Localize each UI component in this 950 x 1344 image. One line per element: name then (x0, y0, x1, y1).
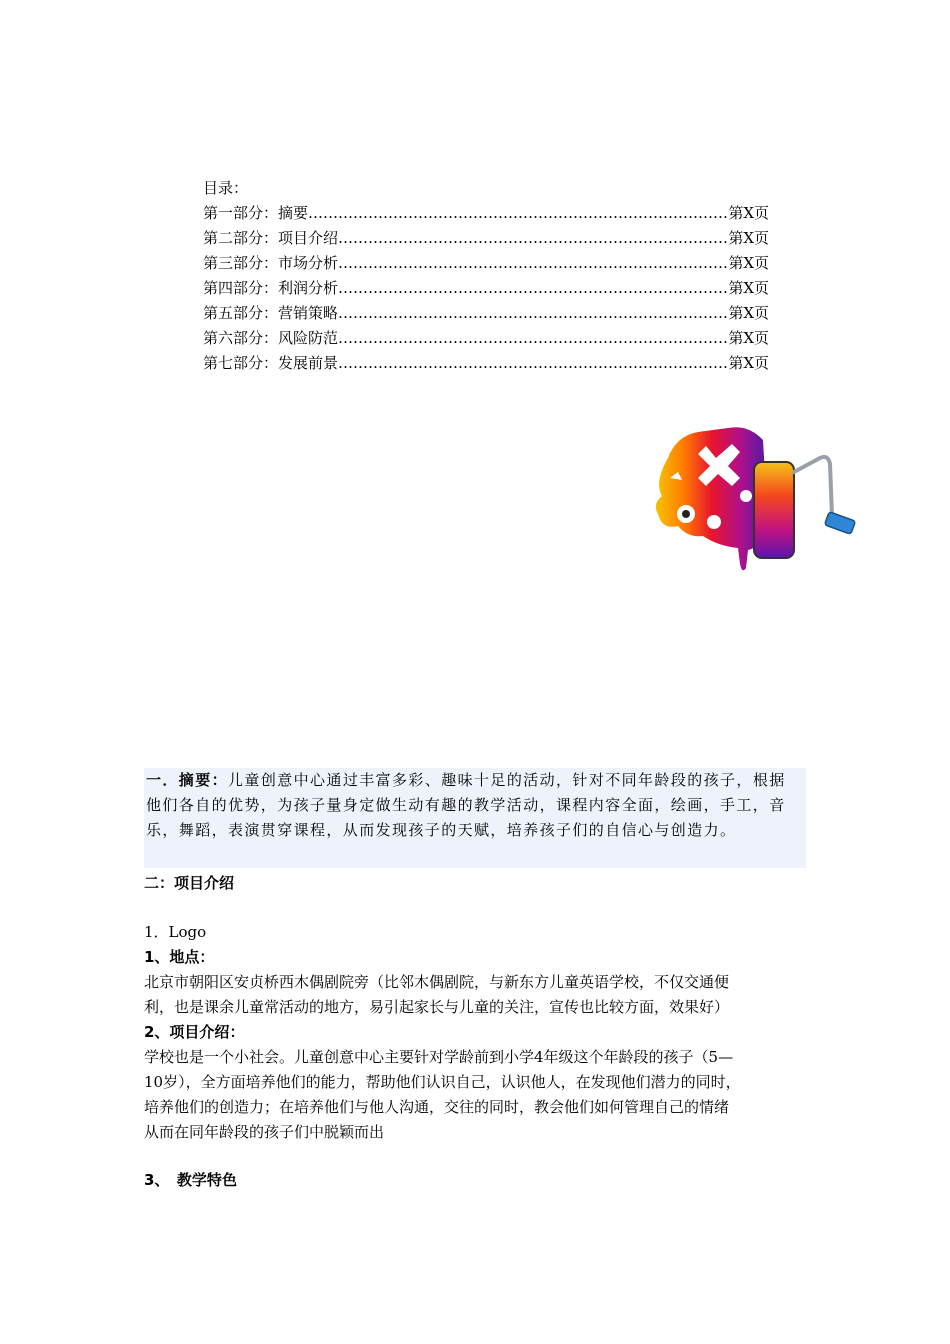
toc-title: 目录： (203, 179, 249, 197)
toc-item (203, 201, 769, 226)
toc-leader-dots (308, 201, 728, 226)
toc-leader-dots (338, 351, 728, 376)
intro-heading: 2、项目介绍： (144, 1023, 245, 1041)
section2-heading: 二：项目介绍 (144, 874, 235, 892)
intro-paragraph (144, 1045, 806, 1145)
summary-heading: 一．摘要： (146, 771, 229, 789)
location-line: 利，也是课余儿童常活动的地方，易引起家长与儿童的关注，宣传也比较方面，效果好） (144, 998, 730, 1016)
toc-leader-dots (338, 301, 728, 326)
toc-item (203, 251, 769, 276)
table-of-contents (203, 176, 769, 376)
toc-item-page: 第X页 (728, 254, 769, 272)
toc-item-page: 第X页 (728, 204, 769, 222)
toc-item-label: 第四部分：利润分析 (203, 279, 339, 297)
intro-line: 学校也是一个小社会。儿童创意中心主要针对学龄前到小学4年级这个年龄段的孩子（5— (144, 1048, 734, 1066)
toc-item-page: 第X页 (728, 279, 769, 297)
summary-paragraph (144, 768, 806, 843)
toc-item (203, 351, 769, 376)
toc-item-label: 第七部分：发展前景 (203, 354, 339, 372)
summary-text: 儿童创意中心通过丰富多彩、趣味十足的活动，针对不同年龄段的孩子，根据他们各自的优势，为孩子量身定做生动有趣的教学活动，课程内容全面，绘画，手工，音乐，舞蹈，表演贯穿课程，从而发现孩子的天赋，培养孩子们的自信心与创造力。 (146, 771, 786, 839)
logo-item: 1．Logo (144, 923, 207, 941)
location-line: 北京市朝阳区安贞桥西木偶剧院旁（比邻木偶剧院，与新东方儿童英语学校，不仅交通便 (144, 973, 730, 991)
toc-leader-dots (338, 251, 728, 276)
toc-leader-dots (338, 226, 728, 251)
toc-item-page: 第X页 (728, 229, 769, 247)
toc-item-label: 第五部分：营销策略 (203, 304, 339, 322)
teaching-heading: 3、 教学特色 (144, 1171, 237, 1189)
intro-line: 培养他们的创造力；在培养他们与他人沟通，交往的同时，教会他们如何管理自己的情绪 (144, 1098, 730, 1116)
location-heading: 1、地点： (144, 948, 215, 966)
toc-leader-dots (338, 326, 728, 351)
paint-roller-logo-image (648, 418, 858, 578)
intro-line: 从而在同年龄段的孩子们中脱颖而出 (144, 1123, 385, 1141)
toc-item (203, 326, 769, 351)
toc-item-label: 第六部分：风险防范 (203, 329, 339, 347)
toc-item-page: 第X页 (728, 304, 769, 322)
toc-item-label: 第一部分：摘要 (203, 204, 309, 222)
toc-item (203, 301, 769, 326)
location-paragraph (144, 970, 806, 1020)
toc-leader-dots (338, 276, 728, 301)
toc-item-page: 第X页 (728, 354, 769, 372)
summary-section (144, 768, 806, 868)
intro-line: 10岁），全方面培养他们的能力，帮助他们认识自己，认识他人，在发现他们潜力的同时， (144, 1073, 741, 1091)
toc-item-page: 第X页 (728, 329, 769, 347)
toc-item-label: 第三部分：市场分析 (203, 254, 339, 272)
toc-item (203, 276, 769, 301)
toc-item-label: 第二部分：项目介绍 (203, 229, 339, 247)
toc-item (203, 226, 769, 251)
